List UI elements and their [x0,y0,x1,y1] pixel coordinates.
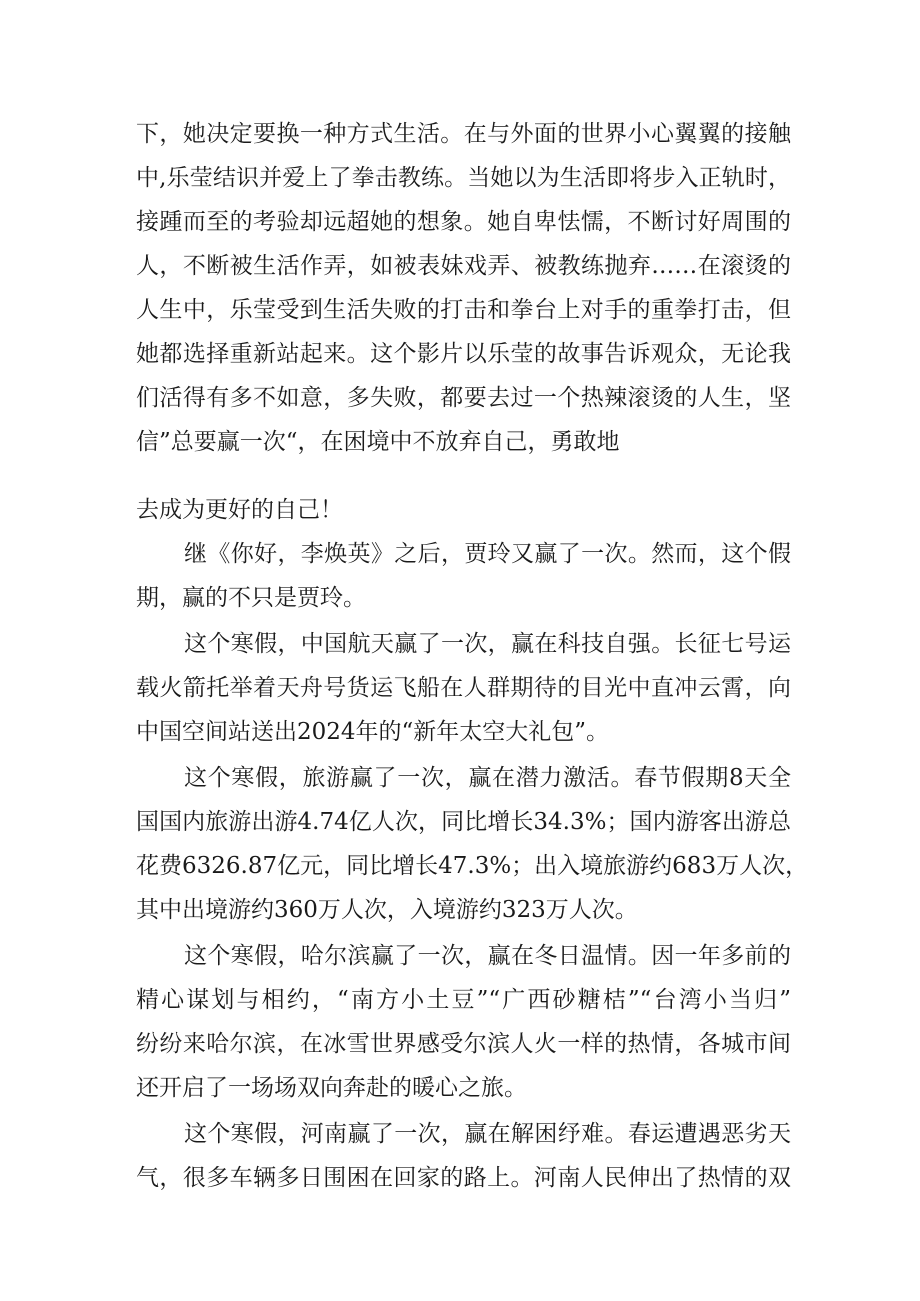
text-line: 花费6326.87亿元，同比增长47.3%；出入境旅游约683万人次， [136,853,809,879]
text-line: 这个寒假，中国航天赢了一次，赢在科技自强。长征七号运 [184,631,791,657]
text-line: 国国内旅游出游4.74亿人次，同比增长34.3%；国内游客出游总 [136,809,791,835]
text-line: 人生中，乐莹受到生活失败的打击和拳台上对手的重拳打击，但 [136,297,791,323]
text-line: 信”总要赢一次“，在困境中不放弃自己，勇敢地 [136,429,620,455]
text-line: 中国空间站送出2024年的“新年太空大礼包”。 [136,719,610,745]
text-line: 继《你好，李焕英》之后，贾玲又赢了一次。然而，这个假 [184,541,791,567]
text-line: 这个寒假，旅游赢了一次，赢在潜力激活。春节假期8天全 [184,765,791,791]
text-line: 载火箭托举着天舟号货运飞船在人群期待的目光中直冲云霄，向 [136,675,791,701]
text-line: 还开启了一场场双向奔赴的暖心之旅。 [136,1075,527,1101]
text-line: 们活得有多不如意，多失败，都要去过一个热辣滚烫的人生，坚 [136,385,791,411]
text-line: 去成为更好的自己！ [136,497,343,523]
text-line: 中,乐莹结识并爱上了拳击教练。当她以为生活即将步入正轨时， [136,165,791,191]
text-line: 这个寒假，河南赢了一次，赢在解困纾难。春运遭遇恶劣天 [184,1121,791,1147]
text-line: 其中出境游约360万人次，入境游约323万人次。 [136,897,638,923]
text-line: 精心谋划与相约，“南方小土豆”“广西砂糖桔”“台湾小当归” [136,987,791,1013]
text-line: 纷纷来哈尔滨，在冰雪世界感受尔滨人火一样的热情，各城市间 [136,1031,791,1057]
text-line: 人，不断被生活作弄，如被表妹戏弄、被教练抛弃……在滚烫的 [136,253,791,279]
text-line: 下，她决定要换一种方式生活。在与外面的世界小心翼翼的接触 [136,121,791,147]
text-line: 这个寒假，哈尔滨赢了一次，赢在冬日温情。因一年多前的 [184,943,791,969]
text-line: 期，赢的不只是贾玲。 [136,585,366,611]
text-line: 接踵而至的考验却远超她的想象。她自卑怯懦，不断讨好周围的 [136,209,791,235]
text-line: 她都选择重新站起来。这个影片以乐莹的故事告诉观众，无论我 [136,341,791,367]
text-line: 气，很多车辆多日围困在回家的路上。河南人民伸出了热情的双 [136,1165,791,1191]
